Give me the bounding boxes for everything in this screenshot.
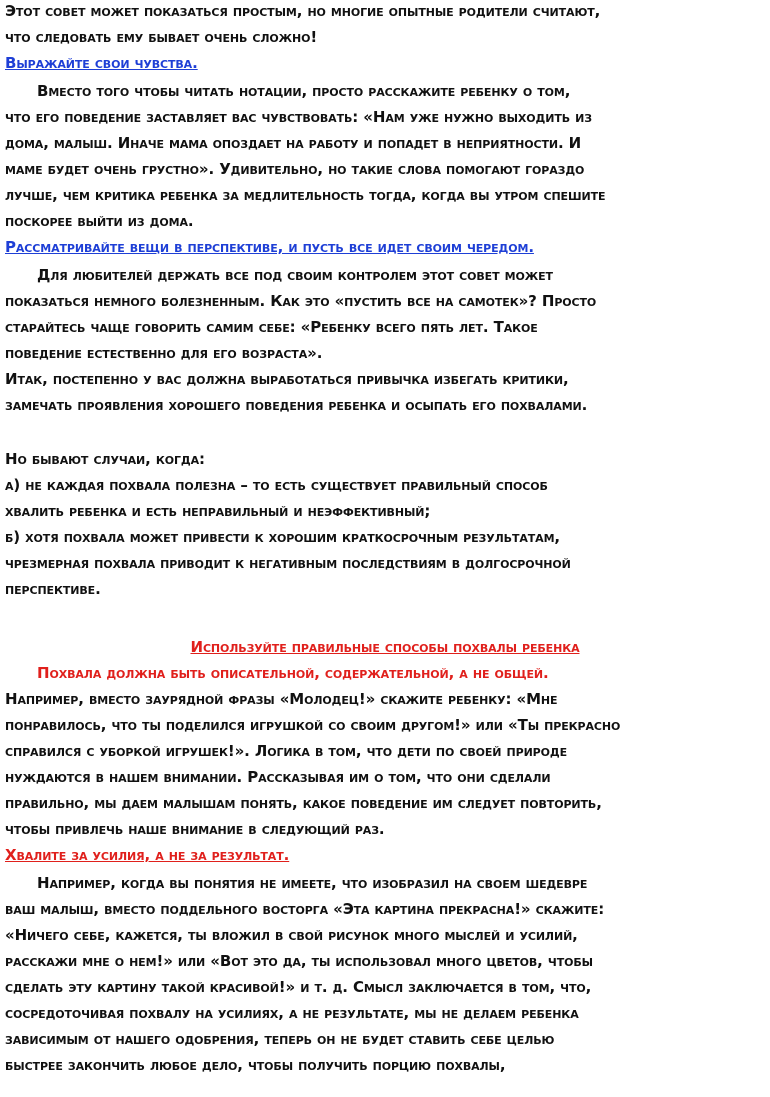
text-line: сделать эту картину такой красивой!» и т. д. Смысл заключается в том, что, (5, 978, 592, 996)
text-line: понравилось, что ты поделился игрушкой со своим другом!» или «Ты прекрасно (5, 716, 621, 734)
text-line: показаться немного болезненным. Как это «пустить все на самотек»? Просто (5, 292, 597, 310)
text-line: справился с уборкой игрушек!». Логика в том, что дети по своей природе (5, 742, 568, 760)
text-line: чтобы привлечь наше внимание в следующий раз. (5, 820, 385, 838)
text-line: правильно, мы даем малышам понять, какое поведение им следует повторить, (5, 794, 602, 812)
section-heading-perspective: Рассматривайте вещи в перспективе, и пусть все идет своим чередом. (5, 238, 534, 256)
text-line: Например, когда вы понятия не имеете, что изобразил на своем шедевре (37, 874, 588, 892)
text-line: Итак, постепенно у вас должна выработаться привычка избегать критики, (5, 370, 569, 388)
text-line: «Ничего себе, кажется, ты вложил в свой рисунок много мыслей и усилий, (5, 926, 578, 944)
text-line: что его поведение заставляет вас чувствовать: «Нам уже нужно выходить из (5, 108, 592, 126)
text-line: что следовать ему бывает очень сложно! (5, 28, 318, 46)
text-line: а) не каждая похвала полезна – то есть существует правильный способ (5, 476, 548, 494)
text-line: поскорее выйти из дома. (5, 212, 194, 230)
text-line: хвалить ребенка и есть неправильный и неэффективный; (5, 502, 431, 520)
text-line: замечать проявления хорошего поведения ребенка и осыпать его похвалами. (5, 396, 588, 414)
text-line: Для любителей держать все под своим контролем этот совет может (37, 266, 553, 284)
text-line: Вместо того чтобы читать нотации, просто расскажите ребенку о том, (37, 82, 571, 100)
text-line: ваш малыш, вместо поддельного восторга «Эта картина прекрасна!» скажите: (5, 900, 605, 918)
text-line: расскажи мне о нем!» или «Вот это да, ты использовал много цветов, чтобы (5, 952, 593, 970)
text-line: старайтесь чаще говорить самим себе: «Ребенку всего пять лет. Такое (5, 318, 538, 336)
text-line: Но бывают случаи, когда: (5, 450, 205, 468)
subheading-praise-effort: Хвалите за усилия, а не за результат. (5, 846, 290, 864)
text-line: поведение естественно для его возраста». (5, 344, 323, 362)
text-line: Этот совет может показаться простым, но многие опытные родители считают, (5, 2, 601, 20)
text-line: Например, вместо заурядной фразы «Молодец!» скажите ребенку: «Мне (5, 690, 558, 708)
text-line: чрезмерная похвала приводит к негативным последствиям в долгосрочной (5, 554, 571, 572)
text-line: зависимым от нашего одобрения, теперь он не будет ставить себе целью (5, 1030, 555, 1048)
text-line: сосредоточивая похвалу на усилиях, а не результате, мы не делаем ребенка (5, 1004, 579, 1022)
text-line: быстрее закончить любое дело, чтобы получить порцию похвалы, (5, 1056, 506, 1074)
text-line: маме будет очень грустно». Удивительно, но такие слова помогают гораздо (5, 160, 585, 178)
text-line: б) хотя похвала может привести к хорошим краткосрочным результатам, (5, 528, 561, 546)
text-line: лучше, чем критика ребенка за медлительность тогда, когда вы утром спешите (5, 186, 606, 204)
section-heading-praise-methods: Используйте правильные способы похвалы ребенка (190, 638, 580, 656)
text-line: дома, малыш. Иначе мама опоздает на работу и попадет в неприятности. И (5, 134, 582, 152)
text-line: перспективе. (5, 580, 101, 598)
section-heading-feelings: Выражайте свои чувства. (5, 54, 198, 72)
subheading-descriptive-praise: Похвала должна быть описательной, содержательной, а не общей. (37, 664, 549, 682)
text-line: нуждаются в нашем внимании. Рассказывая им о том, что они сделали (5, 768, 551, 786)
